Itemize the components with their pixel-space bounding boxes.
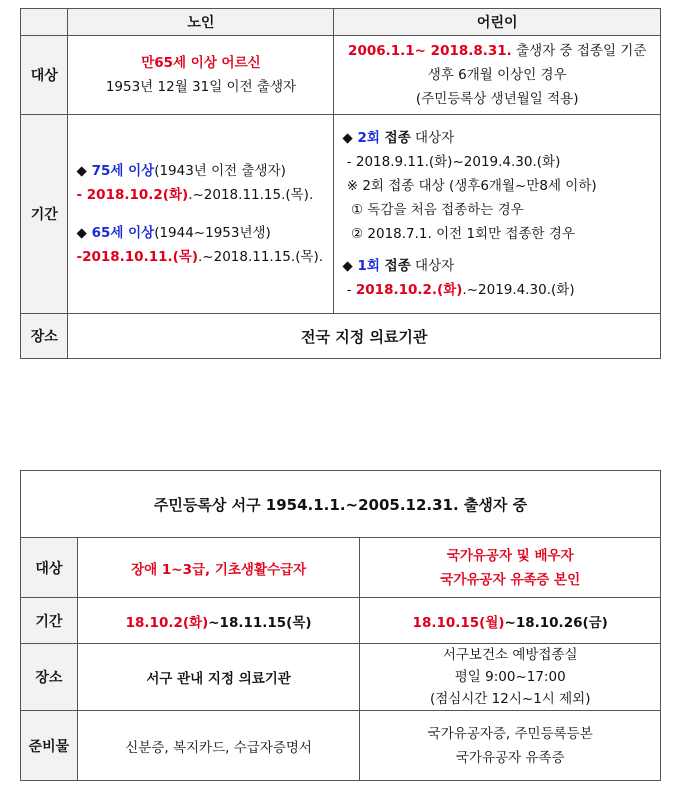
diamond-bullet-icon: ◆ [342, 258, 358, 274]
child-1dose-count: 1회 [357, 258, 380, 274]
target-elderly-cell [68, 36, 334, 115]
place-label: 장소 [21, 644, 78, 711]
target-child-cell [334, 36, 661, 115]
diamond-bullet-icon: ◆ [342, 130, 358, 146]
items-veterans-line2: 국가유공자 유족증 [455, 749, 565, 766]
period-label: 기간 [21, 598, 78, 644]
diamond-bullet-icon: ◆ [76, 225, 92, 241]
elderly-65-title: 65세 이상 [91, 225, 155, 241]
period-disabled: 18.10.2(화)~18.11.15(목) [77, 598, 360, 644]
period-label: 기간 [21, 115, 68, 314]
target-label: 대상 [21, 538, 78, 598]
elderly-65-note: (1944~1953년생) [154, 225, 271, 241]
seogu-title: 주민등록상 서구 1954.1.1.~2005.12.31. 출생자 중 [21, 471, 661, 538]
items-veterans-cell [360, 711, 661, 781]
items-disabled: 신분증, 복지카드, 수급자증명서 [77, 711, 360, 781]
place-value: 전국 지정 의료기관 [68, 314, 661, 359]
header-elderly: 노인 [68, 9, 334, 36]
child-2dose-note: ※ 2회 접종 대상 (생후6개월~만8세 이하) [342, 178, 597, 194]
vaccination-table-seogu [20, 470, 661, 781]
child-1dose-end: .~2019.4.30.(화) [462, 282, 575, 298]
elderly-75-end: .~2018.11.15.(목). [188, 187, 314, 203]
child-2dose-item2: ② 2018.7.1. 이전 1회만 접종한 경우 [342, 226, 575, 242]
child-2dose-range: - 2018.9.11.(화)~2019.4.30.(화) [342, 154, 561, 170]
elderly-65-end: .~2018.11.15.(목). [198, 249, 324, 265]
child-1dose-start: 2018.10.2.(화) [355, 282, 463, 298]
target-veterans-cell [360, 538, 661, 598]
child-2dose-item1: ① 독감을 처음 접종하는 경우 [342, 202, 524, 218]
place-veterans-line1: 서구보건소 예방접종실 [442, 647, 578, 663]
period-veterans: 18.10.15(월)~18.10.26(금) [360, 598, 661, 644]
place-disabled: 서구 관내 지정 의료기관 [77, 644, 360, 711]
elderly-75-start: 2018.10.2(화) [86, 187, 189, 203]
child-birth-rest: 출생자 중 접종일 기준 [511, 43, 647, 59]
place-label: 장소 [21, 314, 68, 359]
place-veterans-line2: 평일 9:00~17:00 [454, 669, 566, 685]
target-label: 대상 [21, 36, 68, 115]
child-birth-range: 2006.1.1~ 2018.8.31. [348, 43, 512, 59]
elderly-birth: 1953년 12월 31일 이전 출생자 [105, 79, 297, 95]
items-veterans-line1: 국가유공자증, 주민등록등본 [427, 725, 593, 742]
target-veterans-line1: 국가유공자 및 배우자 [446, 547, 574, 564]
period-elderly-cell: ◆ 75세 이상(1943년 이전 출생자) - 2018.10.2(화).~2018.11.15.(목). ◆ 65세 이상(1944~1953년생) -2018.10.11.(목).~2018.11.15.(목). [68, 115, 334, 314]
vaccination-table-nationwide [20, 8, 661, 359]
child-birthdate-note: (주민등록상 생년월일 적용) [415, 91, 579, 107]
diamond-bullet-icon: ◆ [76, 163, 92, 179]
child-2dose-count: 2회 [357, 130, 380, 146]
elderly-75-note: (1943년 이전 출생자) [154, 163, 286, 179]
place-veterans-cell [360, 644, 661, 711]
items-label: 준비물 [21, 711, 78, 781]
header-child: 어린이 [334, 9, 661, 36]
elderly-75-title: 75세 이상 [91, 163, 155, 179]
target-disabled: 장애 1~3급, 기초생활수급자 [77, 538, 360, 598]
header-empty [21, 9, 68, 36]
period-child-cell: ◆ 2회 접종 대상자 - 2018.9.11.(화)~2019.4.30.(화) ※ 2회 접종 대상 (생후6개월~만8세 이하) ① 독감을 처음 접종하는 경우 ② 2018.7.1. 이전 1회만 접종한 경우 ◆ 1회 접종 대상자 - 2018.10.2.(화).~2019.4.30.(화) [334, 115, 661, 314]
elderly-age: 만65세 이상 어르신 [141, 55, 261, 71]
child-age-condition: 생후 6개월 이상인 경우 [427, 67, 567, 83]
target-veterans-line2: 국가유공자 유족증 본인 [440, 571, 581, 588]
elderly-65-start: 2018.10.11.(목) [82, 249, 198, 265]
place-veterans-line3: (점심시간 12시~1시 제외) [429, 691, 591, 707]
